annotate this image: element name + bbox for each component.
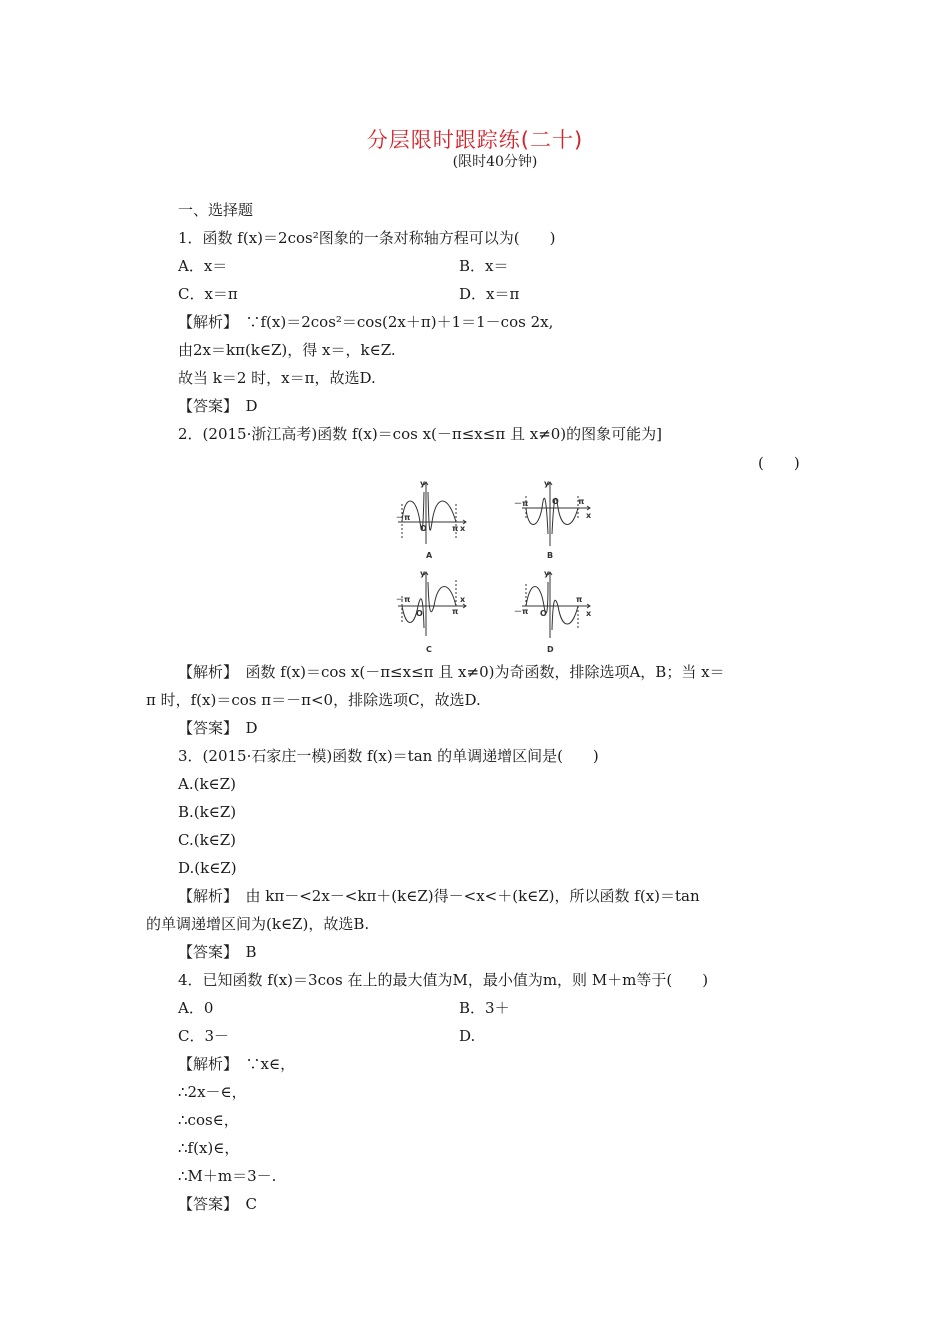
q3-option-b: B.(k∈Z): [178, 803, 237, 821]
graph-c: [396, 569, 466, 654]
graph-b-pos: π: [578, 497, 585, 506]
graph-a-y: y: [420, 479, 426, 488]
graph-b-neg: －π: [514, 499, 529, 508]
graph-c-pos: π: [452, 607, 459, 616]
graph-c-neg: －π: [396, 595, 411, 604]
q1-analysis-1: 【解析】 ∵f(x)＝2cos²＝cos(2x＋π)＋1＝1－cos 2x,: [178, 313, 554, 331]
q2-answer: 【答案】 D: [178, 719, 258, 737]
graph-a-pos: π: [452, 524, 459, 533]
graph-c-o: O: [416, 609, 423, 618]
graph-a-label: A: [426, 551, 433, 560]
graph-c-y: y: [420, 569, 426, 578]
q1-option-b: B．x＝: [459, 257, 509, 275]
graph-b-o: O: [552, 497, 559, 506]
q4-analysis-3: ∴cos∈，: [178, 1111, 239, 1129]
graph-b-y: y: [544, 479, 550, 488]
q4-option-c: C．3－: [178, 1027, 230, 1045]
q1-analysis-2: 由2x＝kπ(k∈Z)，得 x＝，k∈Z.: [178, 341, 396, 359]
q2-graph-options: [380, 474, 610, 658]
graph-a: [396, 479, 466, 560]
q4-analysis-1: 【解析】 ∵x∈，: [178, 1055, 296, 1073]
q4-answer: 【答案】 C: [178, 1195, 257, 1213]
time-limit: (限时40分钟): [452, 154, 538, 170]
graph-d-label: D: [547, 645, 554, 654]
graph-a-x: x: [460, 524, 466, 533]
graph-b-x: x: [586, 511, 592, 520]
q3-option-d: D.(k∈Z): [178, 859, 237, 877]
q3-option-c: C.(k∈Z): [178, 831, 237, 849]
q2-analysis-1: 【解析】 函数 f(x)＝cos x(－π≤x≤π 且 x≠0)为奇函数，排除选项A，B；当 x＝: [178, 663, 725, 681]
q3-answer: 【答案】 B: [178, 943, 257, 961]
q4-option-a: A．0: [178, 999, 214, 1017]
q3-analysis-1: 【解析】 由 kπ－<2x－<kπ＋(k∈Z)得－<x<＋(k∈Z)，所以函数 f(x)＝tan: [178, 887, 700, 905]
q4-stem: 4．已知函数 f(x)＝3cos 在上的最大值为M，最小值为m，则 M＋m等于( ): [178, 971, 709, 989]
q1-analysis-3: 故当 k＝2 时，x＝π，故选D.: [178, 369, 376, 387]
page-title: 分层限时跟踪练(二十): [366, 128, 584, 152]
graph-d-x: x: [586, 609, 592, 618]
q3-option-a: A.(k∈Z): [178, 775, 236, 793]
q3-analysis-2: 的单调递增区间为(k∈Z)，故选B.: [146, 915, 370, 933]
q2-analysis-2: π 时，f(x)＝cos π＝－π<0，排除选项C，故选D.: [146, 691, 481, 709]
q4-analysis-5: ∴M＋m＝3－.: [178, 1167, 277, 1185]
q1-option-a: A．x＝: [178, 257, 228, 275]
graph-d-pos: π: [576, 595, 583, 604]
graph-b: [514, 479, 592, 560]
graph-c-x: x: [460, 595, 466, 604]
graph-a-o: O: [420, 524, 427, 533]
q4-option-d: D.: [459, 1027, 476, 1045]
graph-a-neg: －π: [396, 513, 411, 522]
q1-option-c: C．x＝π: [178, 285, 238, 303]
q4-option-b: B．3＋: [459, 999, 510, 1017]
q4-analysis-4: ∴f(x)∈，: [178, 1139, 240, 1157]
q2-stem: 2．(2015·浙江高考)函数 f(x)＝cos x(－π≤x≤π 且 x≠0)的图象可能为]: [178, 425, 663, 443]
q4-analysis-2: ∴2x－∈，: [178, 1083, 247, 1101]
q1-option-d: D．x＝π: [459, 285, 520, 303]
q1-answer: 【答案】 D: [178, 397, 258, 415]
q3-stem: 3．(2015·石家庄一模)函数 f(x)＝tan 的单调递增区间是( ): [178, 747, 599, 765]
graph-d-o: O: [540, 609, 547, 618]
graph-d-neg: －π: [514, 607, 529, 616]
graph-d: [514, 569, 592, 654]
graph-d-y: y: [544, 569, 550, 578]
q1-stem: 1．函数 f(x)＝2cos²图象的一条对称轴方程可以为( ): [178, 229, 556, 247]
graph-b-label: B: [547, 551, 554, 560]
section-heading: 一、选择题: [178, 201, 254, 219]
q2-answer-paren: ( ): [758, 454, 800, 472]
graph-c-label: C: [426, 645, 432, 654]
